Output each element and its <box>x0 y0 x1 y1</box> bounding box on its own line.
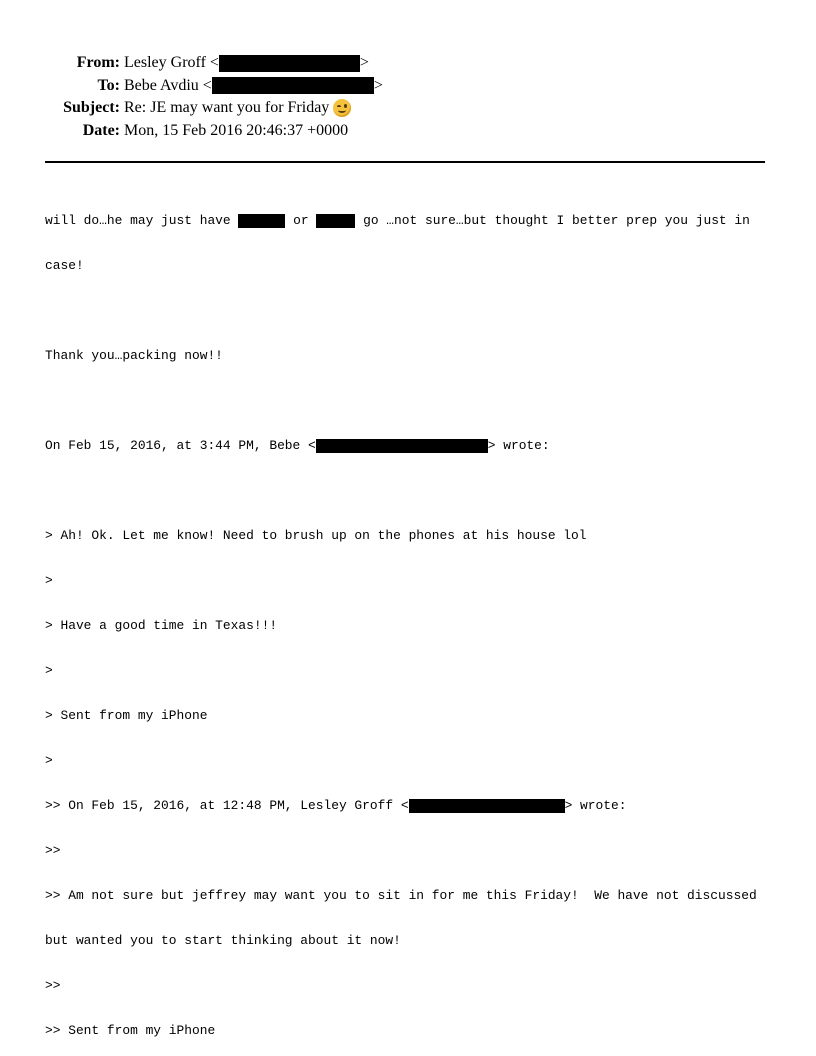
quoted-line: > Ah! Ok. Let me know! Need to brush up on the phones at his house lol <box>45 528 587 543</box>
subject-value <box>124 97 351 120</box>
subject-text: Re: JE may want you for Friday <box>124 99 330 117</box>
to-name: Bebe Avdiu < <box>124 76 212 94</box>
to-value <box>124 75 383 98</box>
redaction-box <box>238 214 285 228</box>
winking-face-icon <box>333 99 351 117</box>
quoted-line: >> Am not sure but jeffrey may want you to sit in for me this Friday! We have not discussed <box>45 888 757 903</box>
body-line: case! <box>45 258 84 273</box>
redaction-box <box>219 55 360 72</box>
from-name: Lesley Groff < <box>124 54 219 72</box>
redaction-box <box>316 214 355 228</box>
nested-quote-header-line: >> On Feb 15, 2016, at 12:48 PM, Lesley Groff < > wrote: <box>45 798 627 813</box>
quoted-line: > <box>45 753 53 768</box>
quoted-line: >> <box>45 843 61 858</box>
date-label: Date: <box>82 121 120 139</box>
from-row <box>0 52 816 75</box>
quoted-line: > Sent from my iPhone <box>45 708 208 723</box>
from-value <box>124 52 369 75</box>
redaction-box <box>316 439 488 453</box>
subject-label: Subject: <box>63 99 120 116</box>
email-body <box>45 183 770 1053</box>
quoted-line: > <box>45 663 53 678</box>
quoted-line: >> <box>45 978 61 993</box>
quoted-line: but wanted you to start thinking about it now! <box>45 933 401 948</box>
quote-header-line: On Feb 15, 2016, at 3:44 PM, Bebe < > wrote: <box>45 438 550 453</box>
to-label: To: <box>97 76 120 94</box>
body-line: Thank you…packing now!! <box>45 348 223 363</box>
date-value: Mon, 15 Feb 2016 20:46:37 +0000 <box>124 121 349 139</box>
redaction-box <box>212 77 374 94</box>
to-row <box>0 75 816 98</box>
header-divider <box>45 161 765 163</box>
email-header <box>0 52 816 142</box>
redaction-box <box>409 799 565 813</box>
subject-row <box>0 97 816 120</box>
quoted-line: >> Sent from my iPhone <box>45 1023 216 1038</box>
quoted-line: > Have a good time in Texas!!! <box>45 618 278 633</box>
from-bracket: > <box>359 54 369 72</box>
to-bracket: > <box>373 76 383 94</box>
from-label: From: <box>76 54 120 71</box>
date-row <box>0 120 816 143</box>
quoted-line: > <box>45 573 53 588</box>
body-line: will do…he may just have or go …not sure…but thought I better prep you just in <box>45 213 750 228</box>
